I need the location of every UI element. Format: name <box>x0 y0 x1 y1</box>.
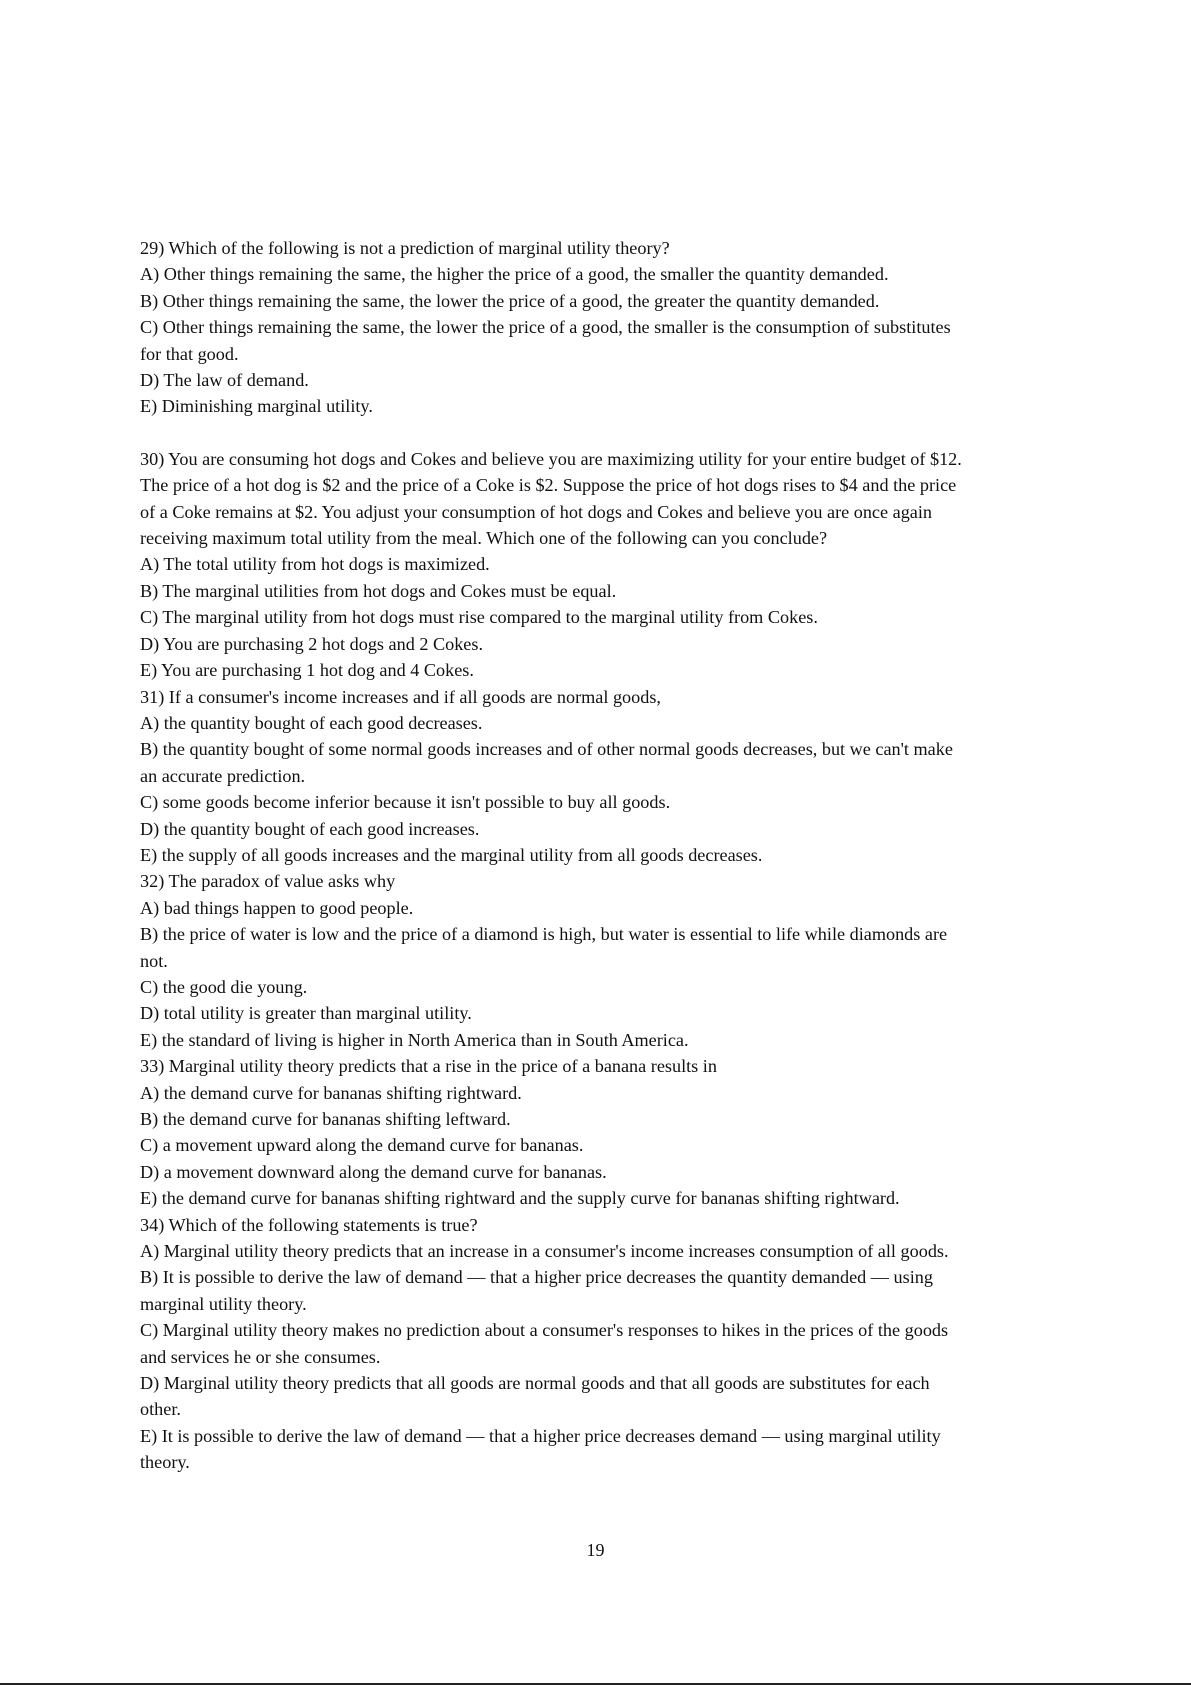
option-e: E) the demand curve for bananas shifting rightward and the supply curve for bananas shifting rightward. <box>140 1188 900 1209</box>
question-list <box>140 235 970 1476</box>
option-e: E) It is possible to derive the law of demand — that a higher price decreases demand — using marginal utility theory. <box>140 1425 941 1473</box>
option-e: E) You are purchasing 1 hot dog and 4 Cokes. <box>140 660 474 681</box>
question-stem: 33) Marginal utility theory predicts that a rise in the price of a banana results in <box>140 1056 717 1077</box>
option-d: D) the quantity bought of each good increases. <box>140 818 480 839</box>
option-a: A) Marginal utility theory predicts that an increase in a consumer's income increases consumption of all goods. <box>140 1241 949 1262</box>
option-c: C) The marginal utility from hot dogs must rise compared to the marginal utility from Cokes. <box>140 607 818 628</box>
question-stem: 30) You are consuming hot dogs and Cokes and believe you are maximizing utility for your entire budget of $12. The price of a hot dog is $2 and the price of a Coke is $2. Suppose the price of hot dogs rises to $4 and the price of a Coke remains at $2. You adjust your consumption of hot dogs and Cokes and believe you are once again receiving maximum total utility from the meal. Which one of the following can you conclude? <box>140 448 962 549</box>
option-c: C) a movement upward along the demand curve for bananas. <box>140 1135 584 1156</box>
option-e: E) Diminishing marginal utility. <box>140 396 373 417</box>
question-stem: 29) Which of the following is not a prediction of marginal utility theory? <box>140 238 670 258</box>
option-b: B) The marginal utilities from hot dogs and Cokes must be equal. <box>140 580 617 601</box>
option-a: A) The total utility from hot dogs is maximized. <box>140 554 490 575</box>
option-d: D) The law of demand. <box>140 370 309 391</box>
option-e: E) the supply of all goods increases and the marginal utility from all goods decreases. <box>140 844 763 865</box>
question-29 <box>140 235 970 420</box>
question-30 <box>140 446 970 684</box>
option-c: C) Marginal utility theory makes no prediction about a consumer's responses to hikes in the prices of the goods and services he or she consumes. <box>140 1320 949 1367</box>
option-c: C) Other things remaining the same, the lower the price of a good, the smaller is the consumption of substitutes for that good. <box>140 317 951 364</box>
option-c: C) some goods become inferior because it isn't possible to buy all goods. <box>140 792 671 813</box>
option-d: D) total utility is greater than marginal utility. <box>140 1003 472 1024</box>
option-e: E) the standard of living is higher in North America than in South America. <box>140 1029 689 1050</box>
question-31 <box>140 684 970 869</box>
question-32 <box>140 868 970 1053</box>
option-b: B) Other things remaining the same, the lower the price of a good, the greater the quantity demanded. <box>140 290 880 311</box>
section-gap <box>140 420 970 446</box>
question-34 <box>140 1212 970 1476</box>
option-d: D) Marginal utility theory predicts that all goods are normal goods and that all goods are substitutes for each other. <box>140 1373 930 1420</box>
option-c: C) the good die young. <box>140 976 308 997</box>
option-b: B) It is possible to derive the law of demand — that a higher price decreases the quantity demanded — using marginal utility theory. <box>140 1267 933 1314</box>
page-number: 19 <box>586 1540 605 1560</box>
question-33 <box>140 1053 970 1211</box>
option-a: A) the demand curve for bananas shifting rightward. <box>140 1082 522 1103</box>
question-stem: 34) Which of the following statements is true? <box>140 1214 478 1235</box>
option-d: D) You are purchasing 2 hot dogs and 2 Cokes. <box>140 633 484 654</box>
option-a: A) the quantity bought of each good decreases. <box>140 712 483 733</box>
option-b: B) the price of water is low and the price of a diamond is high, but water is essential to life while diamonds are not. <box>140 924 948 971</box>
question-stem: 31) If a consumer's income increases and if all goods are normal goods, <box>140 686 661 707</box>
question-stem: 32) The paradox of value asks why <box>140 871 396 892</box>
option-a: A) bad things happen to good people. <box>140 897 414 918</box>
option-b: B) the demand curve for bananas shifting leftward. <box>140 1109 511 1129</box>
option-d: D) a movement downward along the demand curve for bananas. <box>140 1161 607 1182</box>
option-a: A) Other things remaining the same, the higher the price of a good, the smaller the quantity demanded. <box>140 264 889 285</box>
option-b: B) the quantity bought of some normal goods increases and of other normal goods decreases, but we can't make an accurate prediction. <box>140 739 953 786</box>
